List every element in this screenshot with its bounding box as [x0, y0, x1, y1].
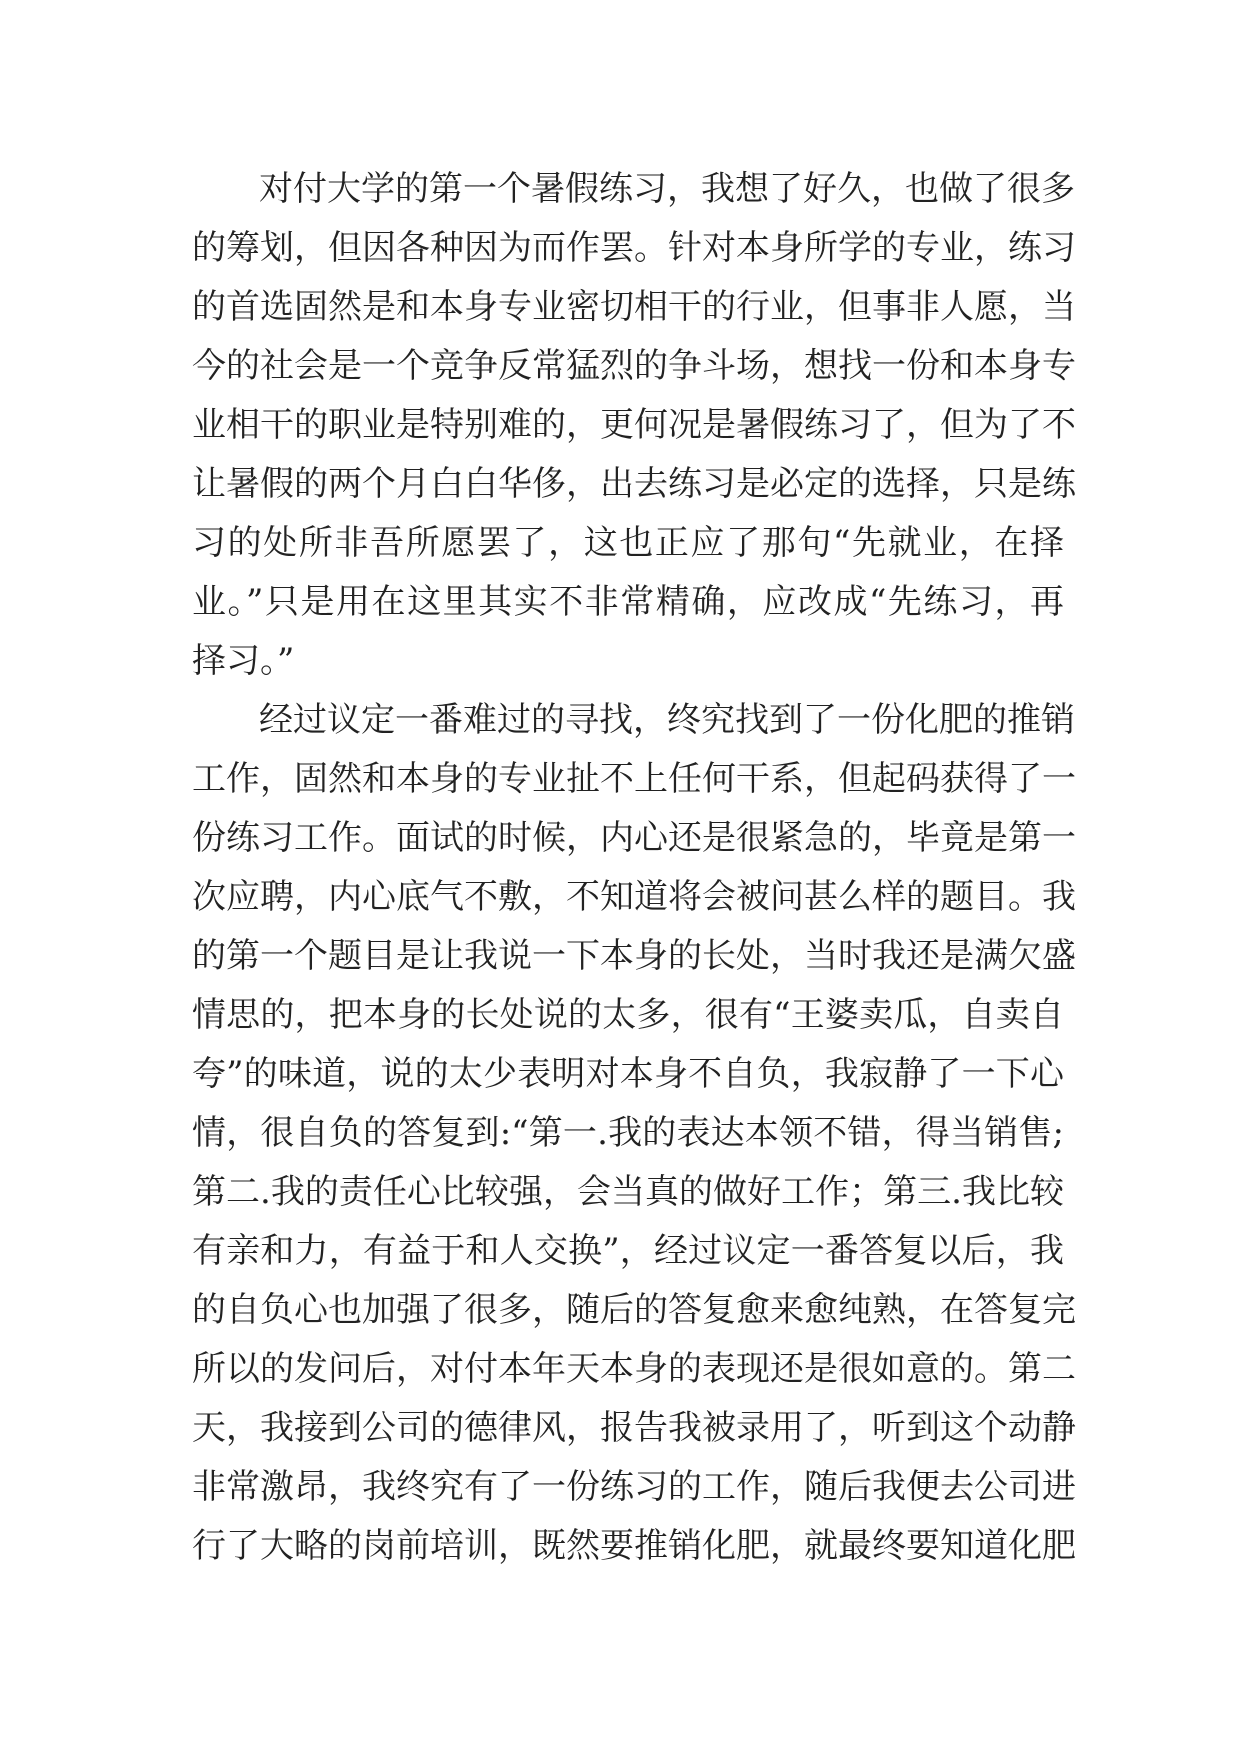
- text-line: 的自负心也加强了很多，随后的答复愈来愈纯熟，在答复完: [192, 1290, 1076, 1330]
- text-line: 情，很自负的答复到:“第一.我的表达本领不错，得当销售;: [192, 1113, 1064, 1153]
- text-line: 今的社会是一个竞争反常猛烈的争斗场，想找一份和本身专: [192, 346, 1076, 386]
- text-line: 非常激昂，我终究有了一份练习的工作，随后我便去公司进: [192, 1467, 1076, 1507]
- text-line: 对付大学的第一个暑假练习，我想了好久，也做了很多: [259, 169, 1075, 209]
- text-line: 的首选固然是和本身专业密切相干的行业，但事非人愿，当: [192, 287, 1076, 327]
- text-line: 夸”的味道，说的太少表明对本身不自负，我寂静了一下心: [192, 1054, 1064, 1094]
- text-line: 第二.我的责任心比较强，会当真的做好工作；第三.我比较: [192, 1172, 1064, 1212]
- text-line: 业。”只是用在这里其实不非常精确，应改成“先练习，再: [192, 582, 1064, 622]
- text-line: 业相干的职业是特别难的，更何况是暑假练习了，但为了不: [192, 405, 1076, 445]
- text-line: 行了大略的岗前培训，既然要推销化肥，就最终要知道化肥: [192, 1526, 1076, 1566]
- text-line: 所以的发问后，对付本年天本身的表现还是很如意的。第二: [192, 1349, 1076, 1389]
- text-line: 让暑假的两个月白白华侈，出去练习是必定的选择，只是练: [192, 464, 1076, 504]
- text-line: 情思的，把本身的长处说的太多，很有“王婆卖瓜，自卖自: [192, 995, 1064, 1035]
- paragraph-1: [192, 160, 1076, 691]
- text-line: 择习。”: [192, 641, 295, 681]
- text-line: 有亲和力，有益于和人交换”，经过议定一番答复以后，我: [192, 1231, 1064, 1271]
- paragraph-2: [192, 691, 1076, 1576]
- document-body: [192, 160, 1076, 1576]
- text-line: 习的处所非吾所愿罢了，这也正应了那句“先就业，在择: [192, 523, 1064, 563]
- text-line: 工作，固然和本身的专业扯不上任何干系，但起码获得了一: [192, 759, 1076, 799]
- text-line: 的第一个题目是让我说一下本身的长处，当时我还是满欠盛: [192, 936, 1076, 976]
- text-line: 天，我接到公司的德律风，报告我被录用了，听到这个动静: [192, 1408, 1076, 1448]
- text-line: 次应聘，内心底气不敷，不知道将会被问甚么样的题目。我: [192, 877, 1076, 917]
- text-line: 的筹划，但因各种因为而作罢。针对本身所学的专业，练习: [192, 228, 1076, 268]
- text-line: 经过议定一番难过的寻找，终究找到了一份化肥的推销: [259, 700, 1075, 740]
- text-line: 份练习工作。面试的时候，内心还是很紧急的，毕竟是第一: [192, 818, 1076, 858]
